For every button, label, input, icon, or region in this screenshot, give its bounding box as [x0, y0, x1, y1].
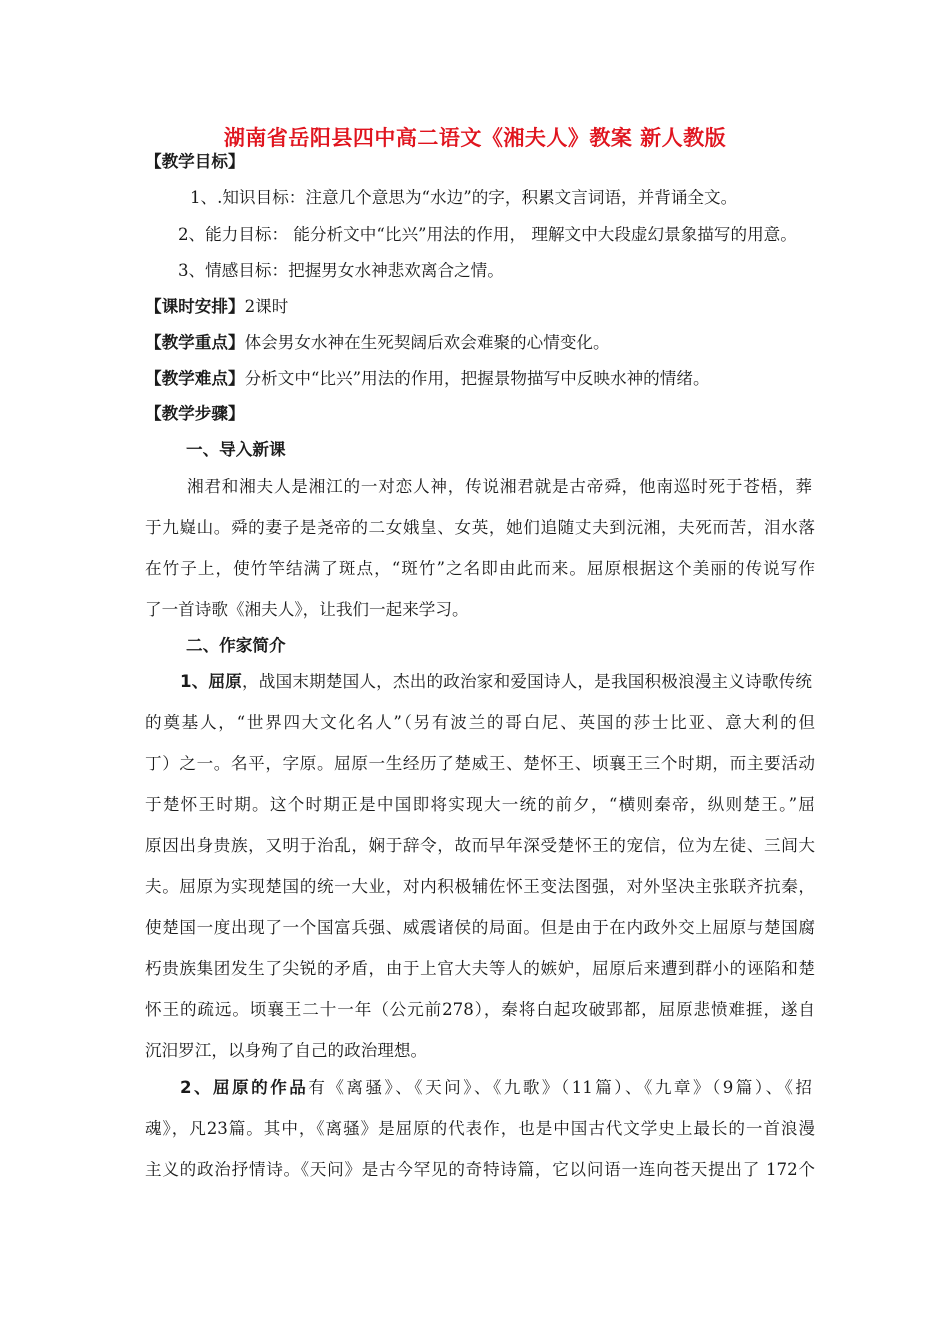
goal-item: 1、.知识目标：注意几个意思为“水边”的字，积累文言词语，并背诵全文。	[190, 188, 738, 207]
paragraph-line: 使楚国一度出现了一个国富兵强、威震诸侯的局面。但是由于在内政外交上屈原与楚国腐	[145, 918, 815, 937]
p1-lead: 1、屈原	[180, 672, 243, 691]
paragraph-line: 朽贵族集团发生了尖锐的矛盾，由于上官大夫等人的嫉妒，屈原后来遭到群小的诬陷和楚	[145, 959, 815, 978]
steps-heading: 【教学步骤】	[145, 404, 245, 423]
paragraph-line: 丁）之一。名平，字原。屈原一生经历了楚威王、楚怀王、顷襄王三个时期，而主要活动	[145, 754, 815, 773]
paragraph-line: 在竹子上，使竹竿结满了斑点，“斑竹”之名即由此而来。屈原根据这个美丽的传说写作	[145, 559, 815, 578]
paragraph-line: 魂》，凡23篇。其中，《离骚》是屈原的代表作，也是中国古代文学史上最长的一首浪漫	[145, 1119, 815, 1138]
document-title: 湖南省岳阳县四中高二语文《湘夫人》教案 新人教版	[223, 126, 727, 150]
goal-item: 3、情感目标：把握男女水神悲欢离合之情。	[178, 261, 504, 280]
paragraph-line: 怀王的疏远。顷襄王二十一年（公元前278），秦将白起攻破郢都，屈原悲愤难捱，遂自	[145, 1000, 815, 1019]
p1-line-text: ，战国末期楚国人，杰出的政治家和爱国诗人，是我国积极浪漫主义诗歌传统	[242, 672, 813, 691]
p2-line-text: 有《离骚》、《天问》、《九歌》（11篇）、《九章》（9篇）、《招	[308, 1078, 813, 1097]
difficulty-row	[145, 369, 815, 389]
difficulty-heading: 【教学难点】	[145, 369, 245, 388]
p2-lead: 2、屈原的作品	[180, 1078, 309, 1097]
paragraph-line	[180, 672, 812, 692]
paragraph-line: 的奠基人，“世界四大文化名人”（另有波兰的哥白尼、英国的莎士比亚、意大利的但	[145, 713, 815, 732]
focus-row	[145, 333, 815, 353]
difficulty-text: 分析文中“比兴”用法的作用，把握景物描写中反映水神的情绪。	[244, 369, 710, 388]
paragraph-line: 了一首诗歌《湘夫人》，让我们一起来学习。	[145, 600, 469, 619]
paragraph-line: 原因出身贵族，又明于治乱，娴于辞令，故而早年深受楚怀王的宠信，位为左徒、三闾大	[145, 836, 815, 855]
goals-heading: 【教学目标】	[145, 152, 245, 171]
paragraph-line: 于九嶷山。舜的妻子是尧帝的二女娥皇、女英，她们追随丈夫到沅湘，夫死而苦，泪水落	[145, 518, 815, 537]
goal-item: 2、能力目标： 能分析文中“比兴”用法的作用， 理解文中大段虚幻景象描写的用意。	[178, 225, 797, 244]
paragraph-line: 沉汨罗江，以身殉了自己的政治理想。	[145, 1041, 428, 1060]
focus-heading: 【教学重点】	[145, 333, 245, 352]
paragraph-line: 湘君和湘夫人是湘江的一对恋人神，传说湘君就是古帝舜，他南巡时死于苍梧，葬	[187, 477, 812, 496]
paragraph-line	[180, 1078, 812, 1098]
section2-heading: 二、作家简介	[186, 636, 286, 655]
paragraph-line: 于楚怀王时期。这个时期正是中国即将实现大一统的前夕，“横则秦帝，纵则楚王。”屈	[145, 795, 815, 814]
schedule-row	[145, 297, 815, 317]
focus-text: 体会男女水神在生死契阔后欢会难聚的心情变化。	[244, 333, 610, 352]
schedule-heading: 【课时安排】	[145, 297, 245, 316]
schedule-text: 2课时	[244, 297, 289, 316]
section1-heading: 一、导入新课	[186, 440, 286, 459]
paragraph-line: 主义的政治抒情诗。《天问》是古今罕见的奇特诗篇，它以问语一连向苍天提出了 172个	[145, 1160, 815, 1179]
paragraph-line: 夫。屈原为实现楚国的统一大业，对内积极辅佐怀王变法图强，对外坚决主张联齐抗秦，	[145, 877, 815, 896]
